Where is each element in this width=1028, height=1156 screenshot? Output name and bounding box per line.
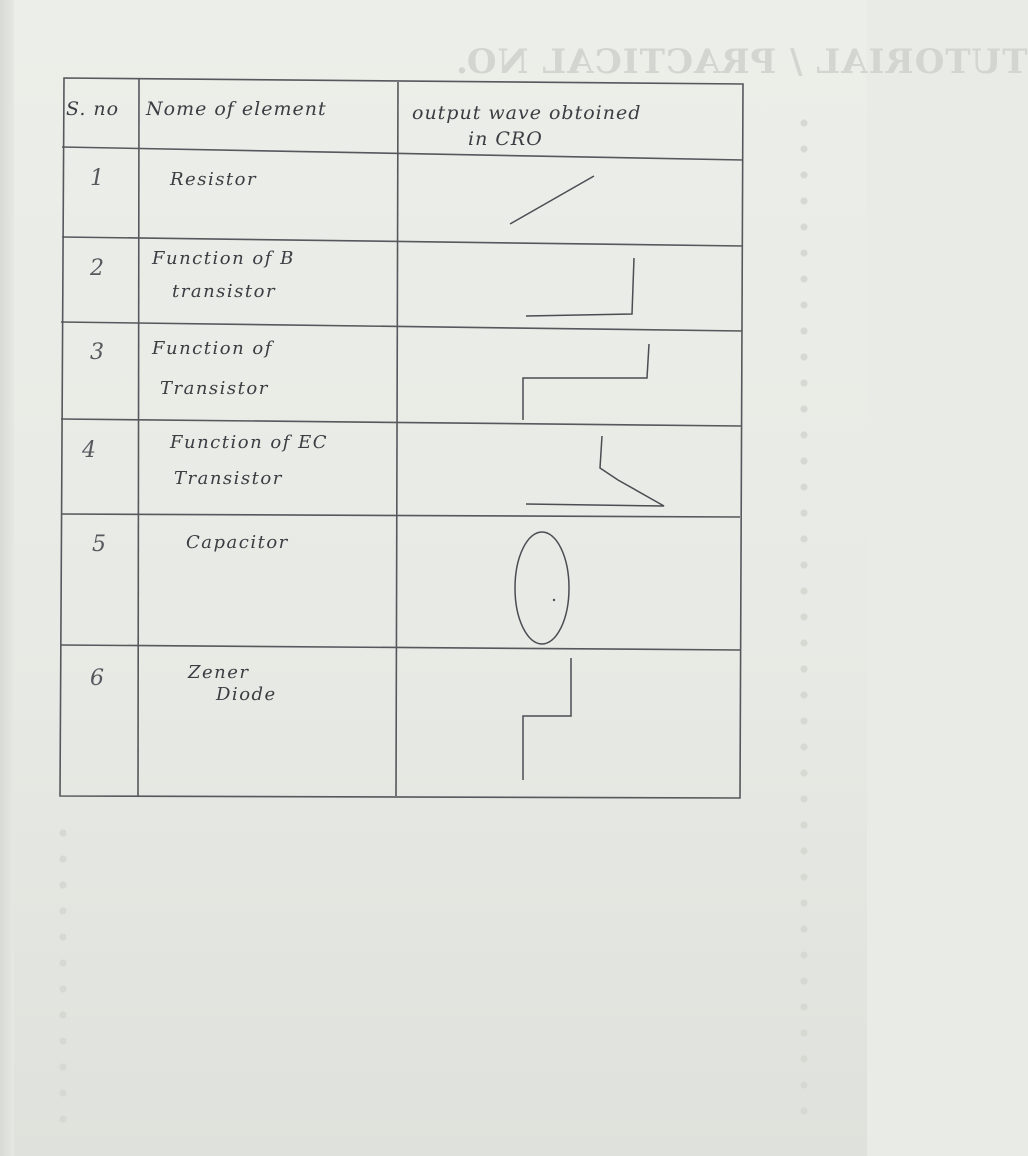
row-6-sno: 6 (90, 666, 104, 691)
row-2-name-line1: Function of B (152, 248, 295, 269)
row-5-sno: 5 (92, 532, 106, 557)
row-4-sno: 4 (82, 438, 96, 463)
row-3-sno: 3 (90, 340, 104, 365)
row-1-name: Resistor (170, 169, 258, 190)
row-5-name: Capacitor (186, 532, 289, 553)
row-1-sno: 1 (90, 166, 104, 191)
observation-table (60, 76, 743, 798)
decorative-border-left (52, 820, 74, 1140)
header-sno: S. no (66, 98, 120, 120)
row-6-wave-zener-step (515, 656, 585, 786)
row-4-name-line1: Function of EC (170, 432, 329, 453)
row-3-name-line2: Transistor (160, 378, 269, 399)
row-2-wave-step-up (520, 254, 640, 324)
row-6-name-line2: Diode (216, 684, 277, 705)
row-2-sno: 2 (90, 256, 104, 281)
header-output-line1: output wave obtoined (412, 102, 642, 124)
page-edge (0, 0, 14, 1156)
header-name: Nome of element (146, 98, 327, 120)
row-5-wave-ellipse (510, 528, 580, 648)
row-6-name-line1: Zener (188, 662, 250, 683)
row-4-wave-flag-slope (518, 434, 678, 514)
row-2-name-line2: transistor (172, 281, 277, 302)
header-output-line2: in CRO (468, 128, 543, 150)
page-header-watermark: TUTORIAL / PRACTICAL NO. (455, 42, 1028, 82)
row-1-wave-diagonal (500, 172, 600, 232)
row-3-wave-double-step (515, 342, 655, 422)
row-3-name-line1: Function of (152, 338, 273, 359)
row-4-name-line2: Transistor (174, 468, 283, 489)
decorative-border-right (793, 110, 815, 1120)
